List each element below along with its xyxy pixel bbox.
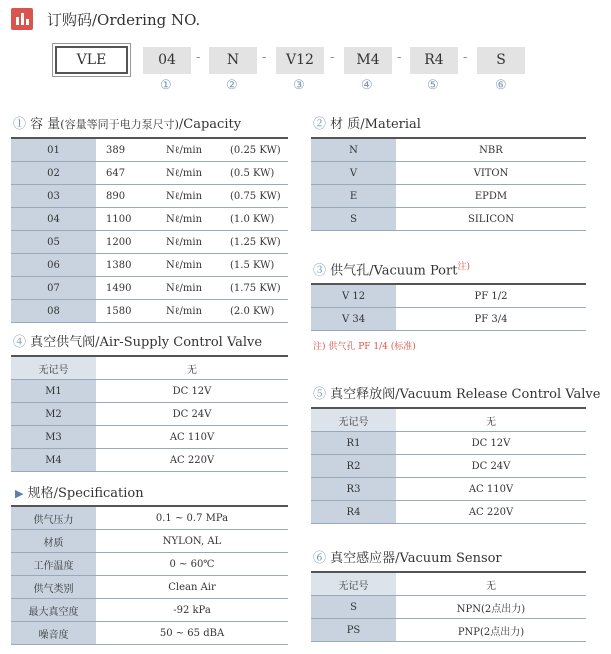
capacity-kw: (1.0 KW) [230,213,275,225]
spec-value: 0.1 ~ 0.7 MPa [155,512,229,524]
table-row [11,380,288,403]
table-row [311,308,586,331]
vacuum_port-value: PF 3/4 [474,313,508,325]
capacity-unit: Nℓ/min [166,144,203,156]
spec-key: 工作温度 [11,553,96,576]
capacity-code: 04 [11,208,96,231]
table-row [11,449,288,472]
vacuum_port-value: PF 1/2 [474,290,508,302]
vacuum-port-note: 注) 供气孔 PF 1/4 (标准) [313,342,416,352]
spec-value: 0 ~ 60℃ [169,558,215,570]
order-code-supply-valve: M4 [344,47,392,74]
order-code-port: V12 [276,47,324,74]
table-row [311,208,586,231]
material-table [311,137,586,231]
sensor-header-code: 无记号 [311,572,396,596]
order-dash: - [330,50,335,65]
spec-value: Clean Air [168,581,216,593]
ordering-model-box: VLE [55,46,128,74]
air_supply-value: AC 110V [169,431,215,443]
material-value: EPDM [474,190,508,202]
table-row [11,231,288,254]
table-row [11,530,288,553]
material-value: SILICON [468,213,514,225]
capacity-kw: (1.25 KW) [230,236,281,248]
order-dash: - [262,50,267,65]
capacity-code: 07 [11,277,96,300]
order-code-capacity: 04 [143,47,191,74]
release-value: DC 24V [471,460,511,472]
vacuum-port-heading: ③ 供气孔/Vacuum Port$^{注)}$ [313,262,470,279]
table-row [11,356,288,380]
order-code-sensor: S [477,47,525,74]
spec-key: 材质 [11,530,96,553]
capacity-heading: ① 容 量(容量等同于电力泵尺寸)/Capacity [13,117,242,132]
order-code-number: ④ [361,78,373,93]
table-row [11,622,288,645]
air_supply-code: M4 [11,449,96,472]
table-row [311,478,586,501]
material-value: VITON [473,167,509,179]
release-header-value: 无 [486,416,496,428]
spec-value: NYLON, AL [162,535,222,547]
air_supply-code: M2 [11,403,96,426]
material-value: NBR [479,144,503,156]
release-value: AC 110V [468,483,514,495]
capacity-unit: Nℓ/min [166,167,203,179]
table-row [11,254,288,277]
order-code-release-valve: R4 [410,47,458,74]
capacity-value: 1100 [106,213,132,225]
order-dash: - [463,50,468,65]
order-dash: - [196,50,201,65]
capacity-kw: (0.25 KW) [230,144,281,156]
release-header-code: 无记号 [311,408,396,432]
air_supply-value: DC 24V [172,408,212,420]
capacity-kw: (0.5 KW) [230,167,275,179]
table-row [11,426,288,449]
air_supply-code: M1 [11,380,96,403]
capacity-unit: Nℓ/min [166,236,203,248]
table-row [311,185,586,208]
table-row [11,138,288,162]
vacuum_port-code: V 12 [311,284,396,308]
order-code-number: ⑤ [427,78,439,93]
order-code-number: ① [160,78,172,93]
page-title: 订购码/Ordering NO. [47,11,201,29]
spec-value: -92 kPa [173,604,211,616]
air_supply-header-code: 无记号 [11,356,96,380]
table-row [11,599,288,622]
release-value: AC 220V [468,506,514,518]
air-supply-heading: ④ 真空供气阀/Air-Supply Control Valve [13,335,263,350]
table-row [11,403,288,426]
release-code: R2 [311,455,396,478]
release-value: DC 12V [471,437,511,449]
order-code-number: ⑥ [495,78,507,93]
air-supply-table [11,355,288,472]
table-row [311,162,586,185]
spec-key: 最大真空度 [11,599,96,622]
vacuum_port-code: V 34 [311,308,396,331]
table-row [11,277,288,300]
release-valve-table [311,407,586,524]
table-row [311,501,586,524]
capacity-code: 06 [11,254,96,277]
sensor-value: NPN(2点出力) [456,603,526,615]
capacity-value: 890 [106,190,126,202]
vacuum-sensor-heading: ⑥ 真空感应器/Vacuum Sensor [313,551,502,566]
table-row [11,300,288,323]
sensor-value: PNP(2点出力) [457,626,525,638]
capacity-unit: Nℓ/min [166,259,203,271]
air_supply-value: AC 220V [169,454,215,466]
table-row [11,553,288,576]
release-valve-heading: ⑤ 真空释放阀/Vacuum Release Control Valve [313,387,601,402]
table-row [311,455,586,478]
release-code: R4 [311,501,396,524]
sensor-code: S [311,596,396,619]
table-row [11,506,288,530]
capacity-kw: (2.0 KW) [230,305,275,317]
material-code: N [311,138,396,162]
specification-table [11,505,288,645]
vacuum-port-table [311,283,586,331]
air_supply-value: DC 12V [172,385,212,397]
table-row [311,284,586,308]
material-heading: ② 材 质/Material [313,117,421,132]
table-row [311,138,586,162]
capacity-code: 03 [11,185,96,208]
capacity-value: 647 [106,167,126,179]
spec-value: 50 ~ 65 dBA [159,627,225,639]
vacuum-sensor-table [311,571,586,642]
material-code: E [311,185,396,208]
spec-key: 噪音度 [11,622,96,645]
table-row [11,162,288,185]
table-row [11,208,288,231]
table-row [311,408,586,432]
capacity-unit: Nℓ/min [166,305,203,317]
table-row [311,572,586,596]
spec-key: 供气压力 [11,506,96,530]
order-dash: - [397,50,402,65]
table-row [311,596,586,619]
air_supply-code: M3 [11,426,96,449]
table-row [311,432,586,455]
capacity-unit: Nℓ/min [166,213,203,225]
capacity-value: 1380 [106,259,132,271]
material-code: V [311,162,396,185]
capacity-kw: (1.75 KW) [230,282,281,294]
release-code: R3 [311,478,396,501]
capacity-value: 1490 [106,282,132,294]
table-row [11,185,288,208]
material-code: S [311,208,396,231]
capacity-code: 02 [11,162,96,185]
capacity-code: 01 [11,138,96,162]
air_supply-header-value: 无 [187,364,197,376]
play-triangle-icon: ▶ [15,487,24,500]
capacity-unit: Nℓ/min [166,190,203,202]
capacity-value: 1200 [106,236,132,248]
capacity-code: 05 [11,231,96,254]
document-logo-icon [11,8,33,30]
table-row [11,576,288,599]
capacity-unit: Nℓ/min [166,282,203,294]
specification-heading: ▶ 规格/Specification [15,486,144,501]
capacity-value: 1580 [106,305,132,317]
capacity-kw: (1.5 KW) [230,259,275,271]
release-code: R1 [311,432,396,455]
spec-key: 供气类别 [11,576,96,599]
capacity-value: 389 [106,144,126,156]
sensor-header-value: 无 [486,580,496,592]
order-code-material: N [209,47,257,74]
table-row [311,619,586,642]
capacity-table [11,137,288,323]
capacity-kw: (0.75 KW) [230,190,281,202]
order-code-number: ② [226,78,238,93]
sensor-code: PS [311,619,396,642]
order-code-number: ③ [293,78,305,93]
capacity-code: 08 [11,300,96,323]
